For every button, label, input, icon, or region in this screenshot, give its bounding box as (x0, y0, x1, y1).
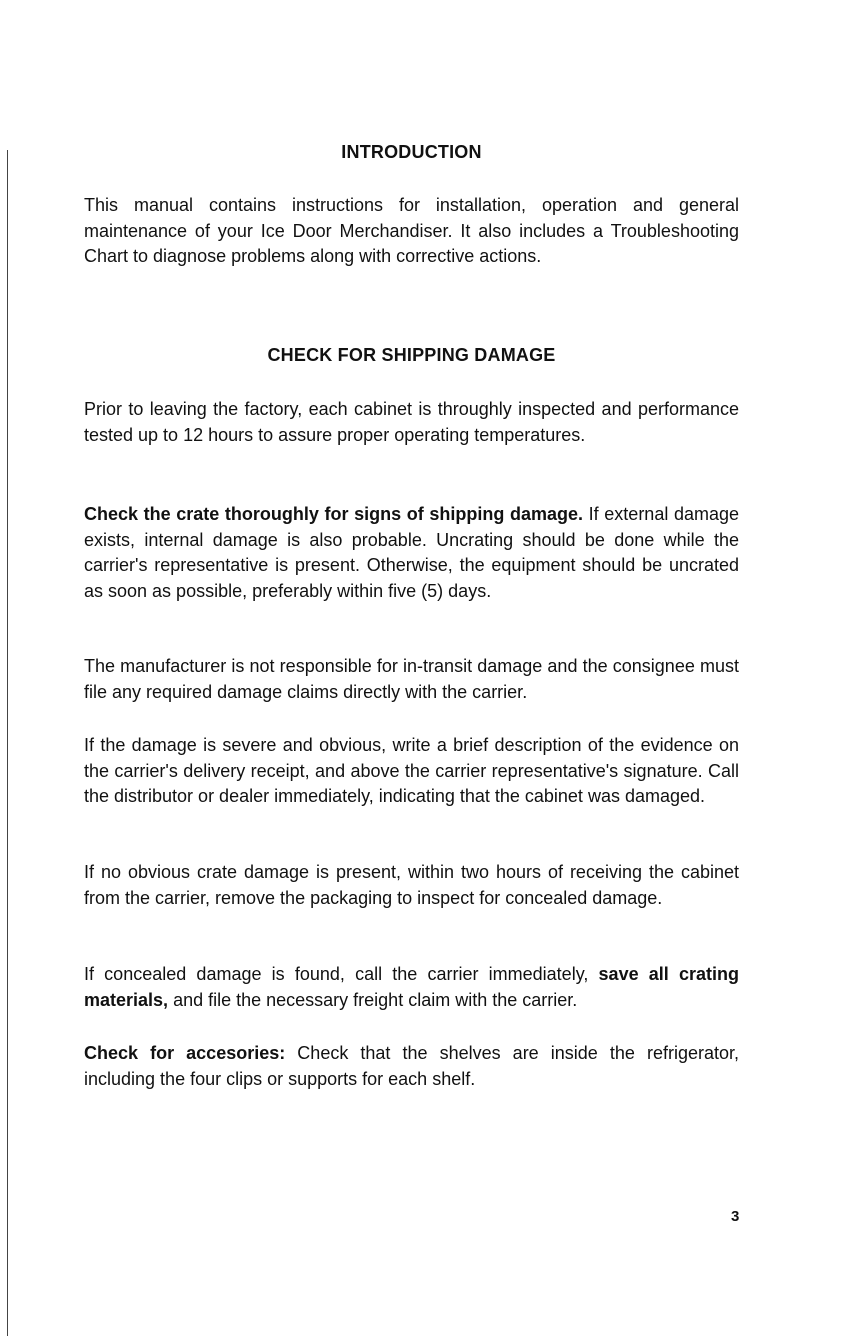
severe-damage-paragraph: If the damage is severe and obvious, write a brief description of the evidence on the carrier's delivery receipt, and above the carrier representative's signature. Call the distributor or dealer immediately, indicating that the cabinet was damaged. (84, 735, 739, 806)
introduction-heading: INTRODUCTION (341, 142, 482, 162)
shipping-damage-heading: CHECK FOR SHIPPING DAMAGE (267, 345, 556, 365)
accessories-text: Check that the shelves are inside the refrigerator, including the four clips or supports for each shelf. (84, 1043, 739, 1089)
concealed-damage-text-end: and file the necessary freight claim with the carrier. (168, 989, 578, 1010)
inspection-paragraph: Prior to leaving the factory, each cabinet is throughly inspected and performance tested up to 12 hours to assure proper operating temperatures. (84, 399, 739, 445)
manufacturer-paragraph: The manufacturer is not responsible for in-transit damage and the consignee must file any required damage claims directly with the carrier. (84, 656, 739, 702)
concealed-damage-text-start: If concealed damage is found, call the carrier immediately, (84, 964, 599, 984)
scan-edge-line (7, 150, 8, 1336)
introduction-paragraph: This manual contains instructions for installation, operation and general maintenance of your Ice Door Merchandiser. It also includes a Troubleshooting Chart to diagnose problems along with corrective actions. (84, 195, 739, 266)
crate-check-paragraph (84, 502, 739, 604)
accessories-paragraph (84, 1041, 739, 1092)
crate-check-text: If external damage exists, internal damage is also probable. Uncrating should be done while the carrier's representative is present. Otherwise, the equipment should be uncrated as soon as possible, preferably within five (5) days. (84, 504, 740, 601)
page-number: 3 (731, 1208, 740, 1225)
crate-check-emphasis: Check the crate thoroughly for signs of shipping damage. (84, 504, 584, 524)
accessories-emphasis: Check for accesories: (84, 1043, 286, 1063)
no-obvious-damage-paragraph: If no obvious crate damage is present, within two hours of receiving the cabinet from the carrier, remove the packaging to inspect for concealed damage. (84, 862, 739, 908)
concealed-damage-emphasis: save all crating materials, (84, 964, 739, 1010)
concealed-damage-paragraph (84, 962, 739, 1013)
